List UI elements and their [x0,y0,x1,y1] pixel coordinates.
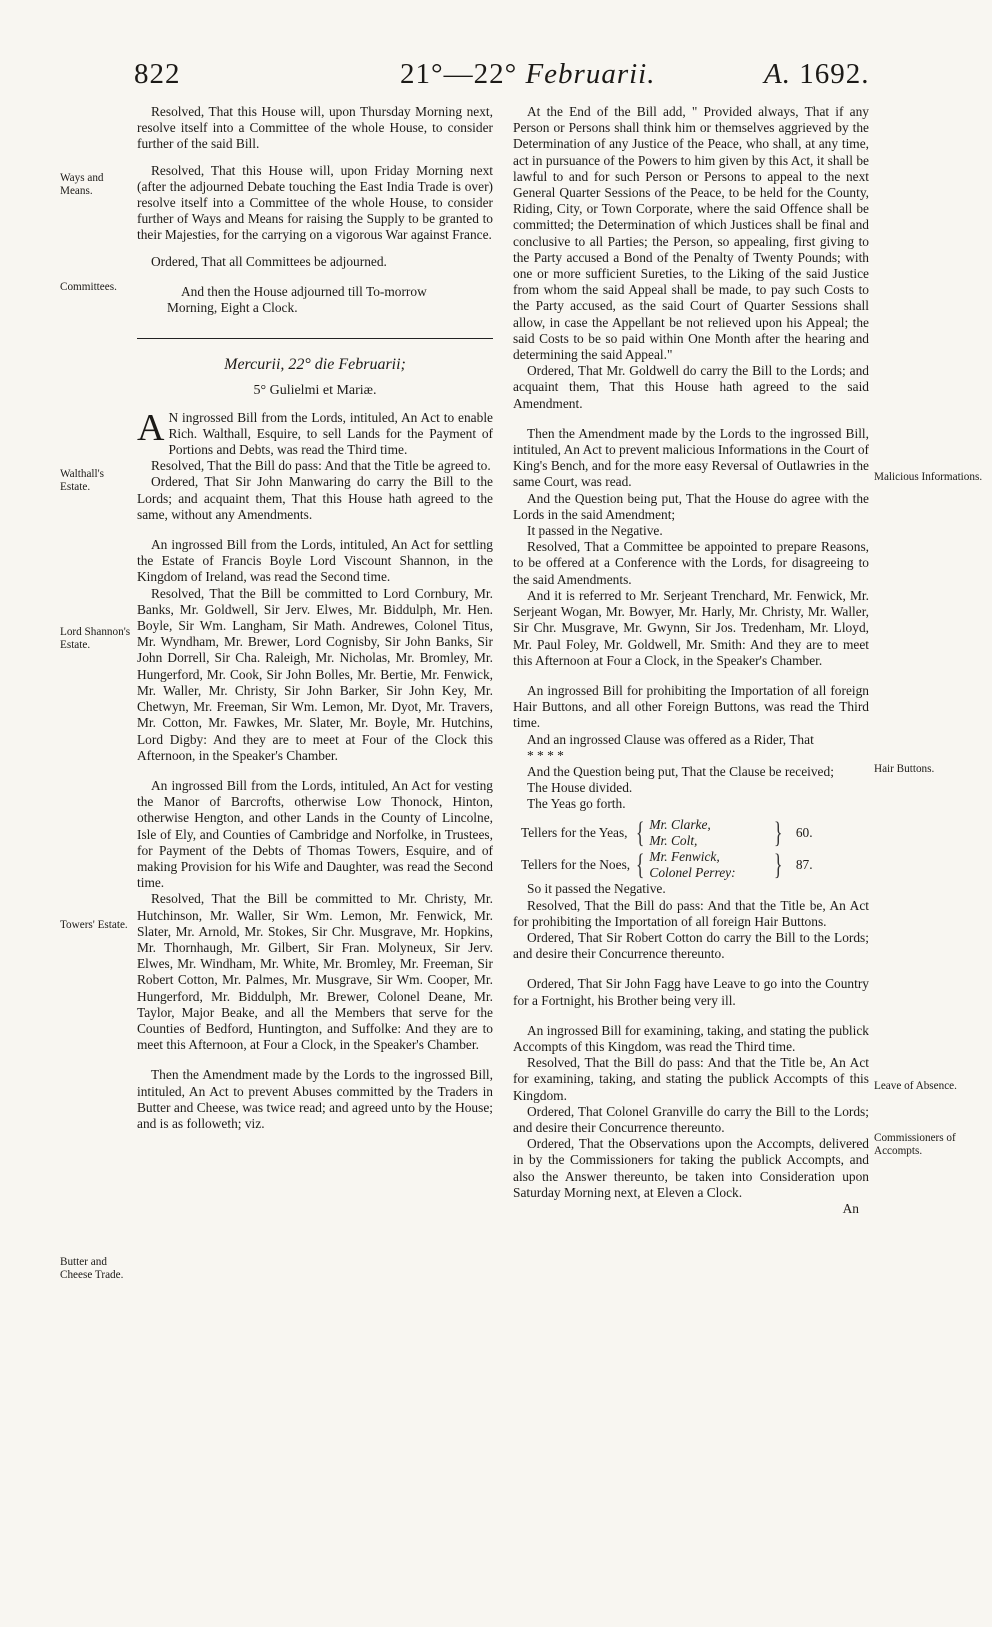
running-date [400,58,655,91]
tellers-block [521,817,869,882]
margin-note-ways-means: Ways and Means. [60,172,104,197]
paragraph: Resolved, That a Committee be appointed to prepare Reasons, to be offered at a Conference with the Lords, for disagreeing to the said Amendments. [513,539,869,587]
running-year [764,58,869,91]
paragraph: Ordered, That Sir John Fagg have Leave to go into the Country for a Fortnight, his Brother being very ill. [513,976,869,1008]
paragraph: At the End of the Bill add, " Provided always, That if any Person or Persons shall think him or themselves aggrieved by the Determination of any Justice of the Peace, who shall, at any time, act in pursuance of the Powers to him given by this Act, it shall be lawful to and for such Person or Persons to appeal to the next General Quarter Sessions of the Peace, to be held for the County, Riding, City, or Town Corporate, where the said Offence shall be committed; the Determination of which Justices shall be final and conclusive to all Parties; the Person, so appealing, first giving to the Party accused a Bond of the Penalty of Twenty Pounds; with one or more sufficient Sureties, to the Liking of the said Justice from whom the said Appeal shall be made, to pay such Costs to the Party accused, as the said Court of Quarter Sessions shall allow, in case the Appellant be not relieved upon his Appeal; the said Costs to be so paid within One Month after the hearing and determining the said Appeal." [513,104,869,363]
paragraph: And an ingrossed Clause was offered as a Rider, That [527,731,814,747]
margin-note-committees: Committees. [60,281,117,293]
paragraph: It passed in the Negative. [527,523,663,539]
paragraph: Ordered, That Mr. Goldwell do carry the Bill to the Lords; and acquaint them, That this House hath agreed to the said Amendment. [513,363,869,411]
regnal-year: 5° Gulielmi et Mariæ. [253,383,377,399]
margin-note-leave: Leave of Absence. [874,1080,957,1092]
paragraph: And the Question being put, That the House do agree with the Lords in the said Amendment; [513,490,869,522]
paragraph: Resolved, That the Bill be committed to Lord Cornbury, Mr. Banks, Mr. Goldwell, Sir Jerv. Elwes, Mr. Biddulph, Mr. Hen. Boyle, Sir Wm. Langham, Sir Math. Andrewes, Colonel Titus, Mr. Wyndham, Mr. Brewer, Lord Cognisby, Sir John Banks, Sir John Dorrell, Sir Cha. Raleigh, Mr. Nicholas, Mr. Bromley, Mr. Hungerford, Mr. Cook, Sir John Bolles, Mr. Bertie, Mr. Fenwick, Mr. Waller, Mr. Christy, Sir John Barker, Sir John Key, Mr. Chetwyn, Mr. Freeman, Sir Wm. Lemon, Mr. Dyot, Mr. Travers, Mr. Cotton, Mr. Fawkes, Mr. Slater, Mr. Boyle, Mr. Hutchins, Lord Digby: And they are to meet at Four of the Clock this Afternoon, in the Speaker's Chamber. [137,585,493,763]
paragraph: Resolved, That the Bill do pass: And that the Title be agreed to. [151,458,491,474]
paragraph: Ordered, That Sir John Manwaring do carry the Bill to the Lords; and acquaint them, That this House hath agreed to the same, without any Amendments. [137,474,493,522]
tellers-yeas-names [649,817,769,849]
paragraph: Ordered, That the Observations upon the Accompts, delivered in by the Commissioners for taking the publick Accompts, and also the Answer thereunto, be taken into Consideration upon Saturday Morning next, at Eleven a Clock. [513,1136,869,1200]
paragraph: The House divided. [527,780,633,796]
date-prefix: 21°—22° [400,58,518,90]
tellers-noes-label: Tellers for the Noes, [521,857,631,873]
paragraph: Ordered, That all Committees be adjourned. [151,253,387,269]
paragraph: So it passed the Negative. [527,881,666,897]
asterisks: * * * * [527,747,564,763]
paragraph: Resolved, That the Bill do pass: And that the Title be, An Act for examining, taking, and stating the publick Accompts of this Kingdom. [513,1055,869,1103]
day-heading: Mercurii, 22° die Februarii; [224,356,406,374]
drop-cap: A [137,406,165,449]
year-letter: A. [764,58,791,90]
paragraph: And it is referred to Mr. Serjeant Trenchard, Mr. Fenwick, Mr. Serjeant Wogan, Mr. Bowyer, Mr. Harly, Mr. Christy, Mr. Waller, Sir Chr. Musgrave, Mr. Gwynn, Sir Jos. Tredenham, Mr. Lloyd, Mr. Paul Foley, Mr. Goldwell, Mr. Smith: And they are to meet this Afternoon at Four a Clock, in the Speaker's Chamber. [513,587,869,668]
paragraph: An ingrossed Bill for prohibiting the Importation of all foreign Hair Buttons, and all other Foreign Buttons, was read the Third time. [513,682,869,731]
paragraph [137,406,493,459]
paragraph: Resolved, That the Bill be committed to Mr. Christy, Mr. Hutchinson, Mr. Waller, Sir Wm. Lemon, Mr. Fenwick, Mr. Slater, Mr. Arnold, Mr. Stokes, Sir Chr. Musgrave, Mr. Hopkins, Mr. Thornhaugh, Mr. Gilbert, Sir Fran. Molyneux, Sir Jerv. Elwes, Mr. Windham, Mr. White, Mr. Bromley, Mr. Freeman, Sir Robert Cotton, Mr. Palmes, Mr. Musgrave, Sir Wm. Cooper, Mr. Hungerford, Mr. Biddulph, Mr. Brewer, Colonel Deane, Mr. Taylor, Major Beake, and all the Members that serve for the Counties of Bedford, Huntington, and Suffolke: And they are to meet this Afternoon, at Four a Clock, in the Speaker's Chamber. [137,891,493,1053]
paragraph: Resolved, That the Bill do pass: And that the Title be, An Act for prohibiting the Importation of all foreign Hair Buttons. [513,897,869,929]
teller-name: Mr. Clarke, [649,816,711,832]
tellers-yeas [521,817,869,849]
margin-note-hair: Hair Buttons. [874,763,935,775]
tellers-noes-names [649,849,769,881]
tellers-yeas-label: Tellers for the Yeas, [521,824,628,840]
paragraph-text: N ingrossed Bill from the Lords, intituled, An Act to enable Rich. Walthall, Esquire, to sell Lands for the Payment of Portions and Debts, was read the Third time. [168,409,493,458]
catchword: An [842,1201,859,1216]
margin-note-walthall: Walthall's Estate. [60,468,104,493]
teller-name: Colonel Perrey: [649,865,736,881]
right-column [513,104,869,1217]
margin-note-malicious: Malicious Informations. [874,471,983,483]
year-number: 1692. [799,58,870,90]
date-month: Februarii. [525,58,656,90]
paragraph: Ordered, That Sir Robert Cotton do carry the Bill to the Lords; and desire their Concurrence thereunto. [513,929,869,962]
margin-note-accompts: Commissioners of Accompts. [874,1132,956,1157]
paragraph: An ingrossed Bill for examining, taking, and stating the publick Accompts of this Kingdom, was read the Third time. [513,1022,869,1054]
margin-note-towers: Towers' Estate. [60,919,128,931]
adjournment: And then the House adjourned till To-morrow Morning, Eight a Clock. [167,283,427,316]
tellers-yeas-count: 60. [795,824,813,840]
margin-note-shannon: Lord Shannon's Estate. [60,626,131,651]
section-rule [137,338,493,339]
paragraph: Resolved, That this House will, upon Friday Morning next (after the adjourned Debate touching the East India Trade is over) resolve itself into a Committee of the whole House, to consider further of Ways and Means for raising the Supply to be granted to their Majesties, for the carrying on a vigorous War against France. [137,162,493,243]
paragraph: Resolved, That this House will, upon Thursday Morning next, resolve itself into a Committee of the whole House, to consider further of the said Bill. [137,104,493,152]
paragraph: An ingrossed Bill from the Lords, intituled, An Act for settling the Estate of Francis Boyle Lord Viscount Shannon, in the Kingdom of Ireland, was read the Second time. [137,537,493,585]
brace-icon: } [774,815,783,849]
paragraph: Then the Amendment made by the Lords to the ingrossed Bill, intituled, An Act to prevent malicious Informations in the Court of King's Bench, and for the more easy Reversal of Outlawries in the same Court, was read. [513,425,869,490]
tellers-noes [521,849,869,881]
teller-name: Mr. Colt, [649,832,698,848]
paragraph: An ingrossed Bill from the Lords, intituled, An Act for vesting the Manor of Barcrofts, otherwise Low Thonock, Hinton, otherwise Hengton, and other Lands in the County of Lincolne, Isle of Ely, and Counties of Cambridge and Norfolke, in Trustees, for Payment of the Debts of Thomas Towers, Esquire, and of making Provision for his Wife and Daughter, was read the Second time. [137,777,493,891]
margin-note-butter: Butter and Cheese Trade. [60,1256,124,1281]
teller-name: Mr. Fenwick, [649,848,720,864]
paragraph: And the Question being put, That the Clause be received; [527,763,834,779]
page-number: 822 [134,58,181,90]
brace-icon: { [635,815,645,849]
left-column [137,104,493,1132]
paragraph: Then the Amendment made by the Lords to the ingrossed Bill, intituled, An Act to prevent Abuses committed by the Traders in Butter and Cheese, was twice read; and agreed unto by the House; and is as followeth; viz. [137,1067,493,1131]
paragraph: Ordered, That Colonel Granville do carry the Bill to the Lords; and desire their Concurrence thereunto. [513,1103,869,1135]
brace-icon: { [635,848,645,882]
paragraph: The Yeas go forth. [527,796,626,812]
tellers-noes-count: 87. [795,857,813,873]
brace-icon: } [774,848,783,882]
